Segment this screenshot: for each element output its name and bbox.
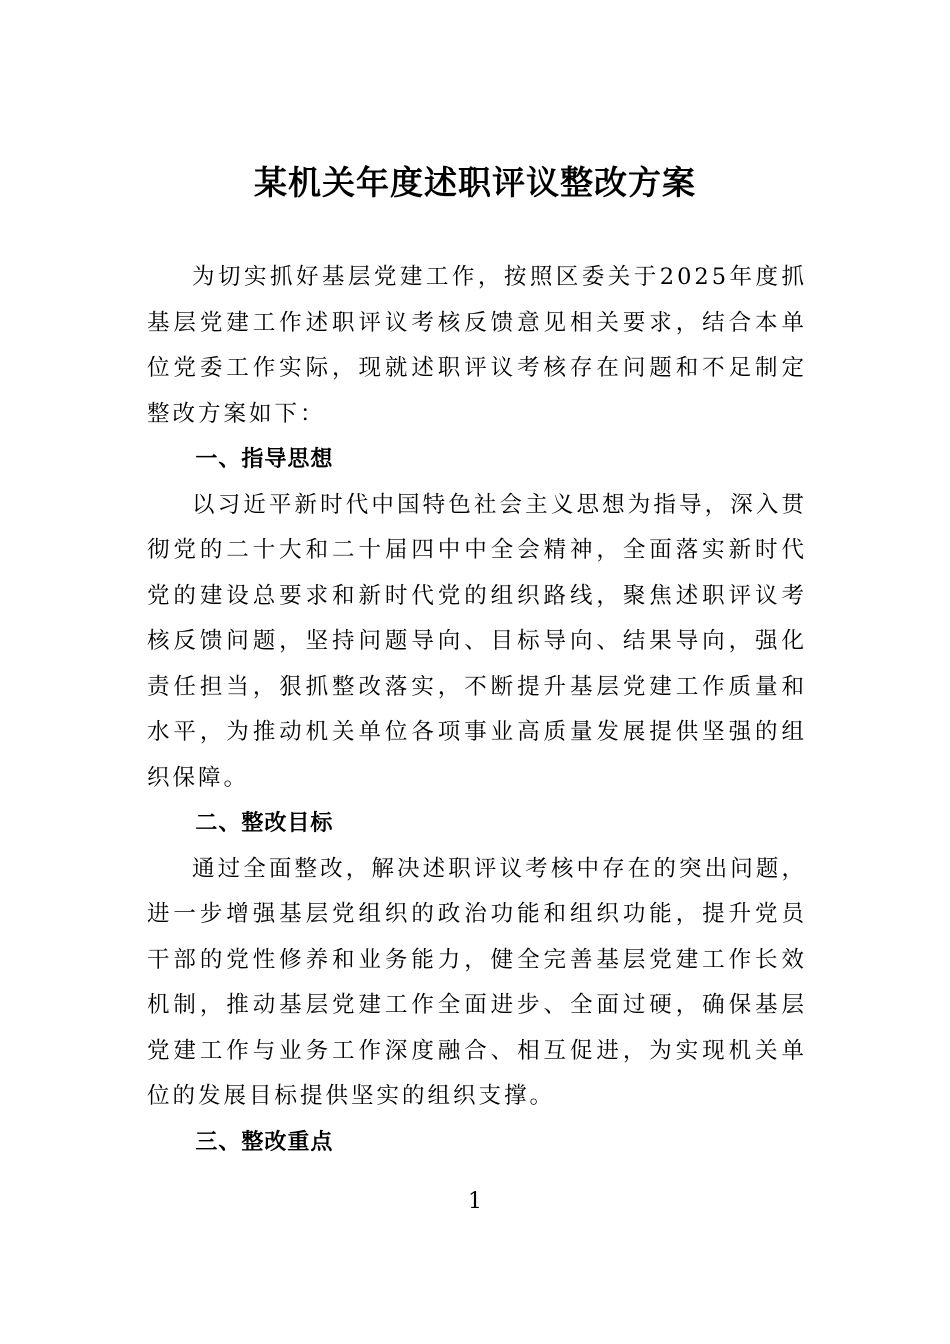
section-paragraph-guiding-ideology: 以习近平新时代中国特色社会主义思想为指导，深入贯彻党的二十大和二十届四中中全会精神，全面落实新时代党的建设总要求和新时代党的组织路线，聚焦述职评议考核反馈问题，坚持问题导向、目标导向、结果导向，强化责任担当，狠抓整改落实，不断提升基层党建工作质量和水平，为推动机关单位各项事业高质量发展提供坚强的组织保障。	[147, 491, 807, 791]
document-title: 某机关年度述职评议整改方案	[254, 163, 696, 202]
section-heading-rectification-focus: 三、整改重点	[195, 1129, 334, 1155]
section-paragraph-rectification-goals: 通过全面整改，解决述职评议考核中存在的突出问题，进一步增强基层党组织的政治功能和组织功能，提升党员干部的党性修养和业务能力，健全完善基层党建工作长效机制，推动基层党建工作全面进步、全面过硬，确保基层党建工作与业务工作深度融合、相互促进，为实现机关单位的发展目标提供坚实的组织支撑。	[147, 855, 807, 1109]
page-number: 1	[468, 1189, 482, 1214]
document-body	[147, 255, 807, 1165]
section-heading-guiding-ideology: 一、指导思想	[195, 447, 334, 472]
section-heading-rectification-goals: 二、整改目标	[195, 811, 334, 836]
intro-paragraph: 为切实抓好基层党建工作，按照区委关于2025年度抓基层党建工作述职评议考核反馈意见相关要求，结合本单位党委工作实际，现就述职评议考核存在问题和不足制定整改方案如下：	[147, 264, 807, 427]
